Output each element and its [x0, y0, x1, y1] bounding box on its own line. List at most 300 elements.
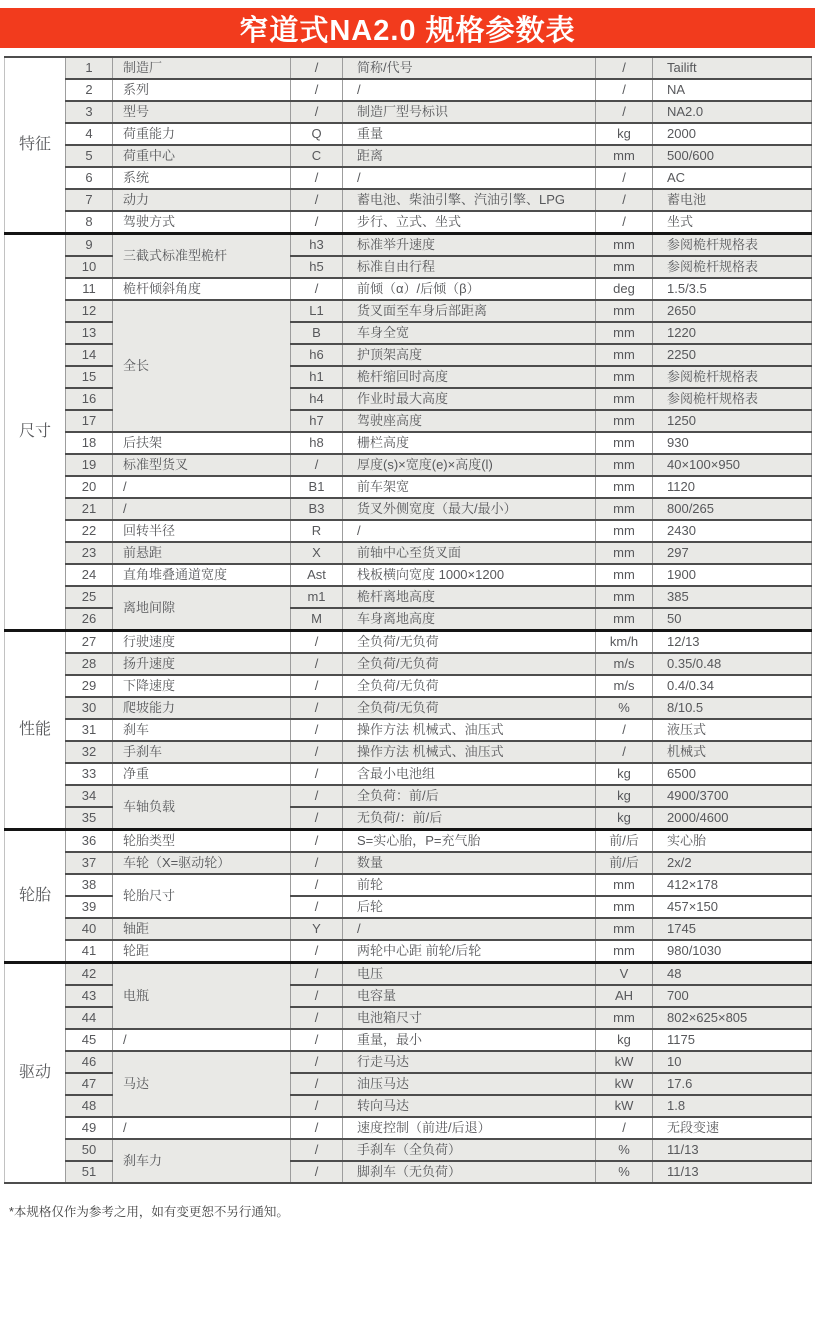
row-number-cell: 39 — [66, 896, 113, 918]
row-number-cell: 51 — [66, 1161, 113, 1183]
symbol-cell: / — [291, 830, 343, 853]
table-row — [5, 874, 812, 896]
description-cell: 操作方法 机械式、油压式 — [343, 741, 596, 763]
table-row — [5, 1117, 812, 1139]
symbol-cell: / — [291, 101, 343, 123]
value-cell: 48 — [653, 963, 812, 986]
parameter-cell: 动力 — [113, 189, 291, 211]
table-row — [5, 763, 812, 785]
value-cell: 参阅桅杆规格表 — [653, 388, 812, 410]
unit-cell: / — [596, 719, 653, 741]
parameter-cell: 前悬距 — [113, 542, 291, 564]
symbol-cell: / — [291, 1161, 343, 1183]
parameter-cell: 净重 — [113, 763, 291, 785]
row-number-cell: 2 — [66, 79, 113, 101]
description-cell: 无负荷/：前/后 — [343, 807, 596, 830]
row-number-cell: 5 — [66, 145, 113, 167]
table-row — [5, 145, 812, 167]
value-cell: 参阅桅杆规格表 — [653, 234, 812, 257]
description-cell: 脚刹车（无负荷） — [343, 1161, 596, 1183]
unit-cell: kW — [596, 1073, 653, 1095]
description-cell: 全负荷/无负荷 — [343, 631, 596, 654]
unit-cell: mm — [596, 564, 653, 586]
symbol-cell: L1 — [291, 300, 343, 322]
symbol-cell: m1 — [291, 586, 343, 608]
table-row — [5, 300, 812, 322]
table-row — [5, 211, 812, 234]
parameter-cell: 桅杆倾斜角度 — [113, 278, 291, 300]
unit-cell: mm — [596, 366, 653, 388]
row-number-cell: 21 — [66, 498, 113, 520]
row-number-cell: 13 — [66, 322, 113, 344]
unit-cell: mm — [596, 300, 653, 322]
description-cell: 简称/代号 — [343, 57, 596, 79]
parameter-cell: 驾驶方式 — [113, 211, 291, 234]
row-number-cell: 20 — [66, 476, 113, 498]
symbol-cell: / — [291, 211, 343, 234]
unit-cell: mm — [596, 256, 653, 278]
parameter-cell: 刹车 — [113, 719, 291, 741]
symbol-cell: / — [291, 1051, 343, 1073]
unit-cell: mm — [596, 940, 653, 963]
spec-table — [4, 56, 812, 1184]
row-number-cell: 17 — [66, 410, 113, 432]
unit-cell: / — [596, 167, 653, 189]
unit-cell: deg — [596, 278, 653, 300]
spec-sheet — [0, 8, 815, 1220]
description-cell: / — [343, 167, 596, 189]
row-number-cell: 25 — [66, 586, 113, 608]
value-cell: 2430 — [653, 520, 812, 542]
table-row — [5, 432, 812, 454]
value-cell: 17.6 — [653, 1073, 812, 1095]
value-cell: 10 — [653, 1051, 812, 1073]
unit-cell: mm — [596, 608, 653, 631]
parameter-cell: 轮胎类型 — [113, 830, 291, 853]
description-cell: 手刹车（全负荷） — [343, 1139, 596, 1161]
description-cell: 步行、立式、坐式 — [343, 211, 596, 234]
value-cell: 1.5/3.5 — [653, 278, 812, 300]
table-row — [5, 476, 812, 498]
value-cell: 1220 — [653, 322, 812, 344]
description-cell: 数量 — [343, 852, 596, 874]
table-row — [5, 852, 812, 874]
value-cell: 1.8 — [653, 1095, 812, 1117]
row-number-cell: 46 — [66, 1051, 113, 1073]
symbol-cell: Q — [291, 123, 343, 145]
symbol-cell: h7 — [291, 410, 343, 432]
parameter-cell: 荷重中心 — [113, 145, 291, 167]
row-number-cell: 32 — [66, 741, 113, 763]
symbol-cell: / — [291, 675, 343, 697]
description-cell: 蓄电池、柴油引擎、汽油引擎、LPG — [343, 189, 596, 211]
unit-cell: mm — [596, 520, 653, 542]
parameter-cell: 车轴负载 — [113, 785, 291, 830]
unit-cell: % — [596, 1161, 653, 1183]
unit-cell: mm — [596, 1007, 653, 1029]
symbol-cell: / — [291, 79, 343, 101]
symbol-cell: / — [291, 741, 343, 763]
value-cell: 8/10.5 — [653, 697, 812, 719]
page-title: 窄道式NA2.0 规格参数表 — [239, 14, 576, 47]
symbol-cell: / — [291, 785, 343, 807]
parameter-cell: 标准型货叉 — [113, 454, 291, 476]
description-cell: 货叉外侧宽度（最大/最小） — [343, 498, 596, 520]
value-cell: 无段变速 — [653, 1117, 812, 1139]
unit-cell: mm — [596, 586, 653, 608]
category-cell: 轮胎 — [5, 830, 66, 963]
parameter-cell: 轮距 — [113, 940, 291, 963]
value-cell: 12/13 — [653, 631, 812, 654]
symbol-cell: M — [291, 608, 343, 631]
symbol-cell: Y — [291, 918, 343, 940]
unit-cell: mm — [596, 918, 653, 940]
table-row — [5, 918, 812, 940]
table-row — [5, 1051, 812, 1073]
description-cell: 栅栏高度 — [343, 432, 596, 454]
parameter-cell: 系列 — [113, 79, 291, 101]
description-cell: 全负荷/无负荷 — [343, 675, 596, 697]
row-number-cell: 16 — [66, 388, 113, 410]
category-cell: 特征 — [5, 57, 66, 234]
symbol-cell: / — [291, 57, 343, 79]
parameter-cell: 系统 — [113, 167, 291, 189]
symbol-cell: / — [291, 985, 343, 1007]
description-cell: 标准自由行程 — [343, 256, 596, 278]
value-cell: 坐式 — [653, 211, 812, 234]
value-cell: 参阅桅杆规格表 — [653, 256, 812, 278]
table-row — [5, 586, 812, 608]
description-cell: 操作方法 机械式、油压式 — [343, 719, 596, 741]
table-row — [5, 697, 812, 719]
description-cell: 油压马达 — [343, 1073, 596, 1095]
parameter-cell: 刹车力 — [113, 1139, 291, 1183]
description-cell: 桅杆离地高度 — [343, 586, 596, 608]
unit-cell: kW — [596, 1051, 653, 1073]
parameter-cell: 三截式标准型桅杆 — [113, 234, 291, 279]
table-row — [5, 167, 812, 189]
unit-cell: kg — [596, 123, 653, 145]
description-cell: 车身离地高度 — [343, 608, 596, 631]
parameter-cell: 直角堆叠通道宽度 — [113, 564, 291, 586]
row-number-cell: 4 — [66, 123, 113, 145]
unit-cell: AH — [596, 985, 653, 1007]
description-cell: 制造厂型号标识 — [343, 101, 596, 123]
table-row — [5, 631, 812, 654]
parameter-cell: 电瓶 — [113, 963, 291, 1030]
unit-cell: % — [596, 697, 653, 719]
value-cell: 297 — [653, 542, 812, 564]
row-number-cell: 42 — [66, 963, 113, 986]
table-row — [5, 454, 812, 476]
description-cell: 前车架宽 — [343, 476, 596, 498]
symbol-cell: / — [291, 653, 343, 675]
footnote: *本规格仅作为参考之用，如有变更恕不另行通知。 — [9, 1205, 289, 1219]
table-row — [5, 234, 812, 257]
value-cell: 参阅桅杆规格表 — [653, 366, 812, 388]
table-row — [5, 278, 812, 300]
row-number-cell: 18 — [66, 432, 113, 454]
description-cell: 全负荷/无负荷 — [343, 697, 596, 719]
value-cell: 1120 — [653, 476, 812, 498]
parameter-cell: 手刹车 — [113, 741, 291, 763]
parameter-cell: 离地间隙 — [113, 586, 291, 631]
symbol-cell: h4 — [291, 388, 343, 410]
row-number-cell: 27 — [66, 631, 113, 654]
table-row — [5, 542, 812, 564]
table-row — [5, 741, 812, 763]
category-cell: 驱动 — [5, 963, 66, 1184]
description-cell: 重量，最小 — [343, 1029, 596, 1051]
category-cell: 尺寸 — [5, 234, 66, 631]
symbol-cell: / — [291, 1117, 343, 1139]
symbol-cell: / — [291, 1073, 343, 1095]
parameter-cell: 轮胎尺寸 — [113, 874, 291, 918]
table-row — [5, 653, 812, 675]
row-number-cell: 8 — [66, 211, 113, 234]
unit-cell: km/h — [596, 631, 653, 654]
symbol-cell: R — [291, 520, 343, 542]
row-number-cell: 40 — [66, 918, 113, 940]
description-cell: 转向马达 — [343, 1095, 596, 1117]
table-row — [5, 57, 812, 79]
unit-cell: m/s — [596, 653, 653, 675]
parameter-cell: 车轮（X=驱动轮） — [113, 852, 291, 874]
parameter-cell: 轴距 — [113, 918, 291, 940]
table-row — [5, 498, 812, 520]
row-number-cell: 15 — [66, 366, 113, 388]
unit-cell: V — [596, 963, 653, 986]
parameter-cell: 爬坡能力 — [113, 697, 291, 719]
description-cell: 全负荷：前/后 — [343, 785, 596, 807]
value-cell: 802×625×805 — [653, 1007, 812, 1029]
symbol-cell: / — [291, 852, 343, 874]
description-cell: / — [343, 918, 596, 940]
unit-cell: mm — [596, 322, 653, 344]
value-cell: 机械式 — [653, 741, 812, 763]
value-cell: 11/13 — [653, 1161, 812, 1183]
symbol-cell: B3 — [291, 498, 343, 520]
value-cell: 6500 — [653, 763, 812, 785]
table-row — [5, 564, 812, 586]
row-number-cell: 3 — [66, 101, 113, 123]
row-number-cell: 35 — [66, 807, 113, 830]
description-cell: 前倾（α）/后倾（β） — [343, 278, 596, 300]
parameter-cell: 回转半径 — [113, 520, 291, 542]
value-cell: 930 — [653, 432, 812, 454]
description-cell: / — [343, 79, 596, 101]
description-cell: / — [343, 520, 596, 542]
parameter-cell: / — [113, 476, 291, 498]
row-number-cell: 11 — [66, 278, 113, 300]
row-number-cell: 49 — [66, 1117, 113, 1139]
row-number-cell: 10 — [66, 256, 113, 278]
unit-cell: % — [596, 1139, 653, 1161]
value-cell: 液压式 — [653, 719, 812, 741]
description-cell: 速度控制（前进/后退） — [343, 1117, 596, 1139]
table-row — [5, 830, 812, 853]
table-row — [5, 963, 812, 986]
unit-cell: / — [596, 101, 653, 123]
unit-cell: mm — [596, 432, 653, 454]
description-cell: 后轮 — [343, 896, 596, 918]
value-cell: 2x/2 — [653, 852, 812, 874]
unit-cell: / — [596, 741, 653, 763]
unit-cell: mm — [596, 145, 653, 167]
value-cell: AC — [653, 167, 812, 189]
description-cell: 厚度(s)×宽度(e)×高度(l) — [343, 454, 596, 476]
row-number-cell: 30 — [66, 697, 113, 719]
symbol-cell: / — [291, 631, 343, 654]
unit-cell: m/s — [596, 675, 653, 697]
unit-cell: / — [596, 1117, 653, 1139]
row-number-cell: 34 — [66, 785, 113, 807]
description-cell: 全负荷/无负荷 — [343, 653, 596, 675]
table-row — [5, 719, 812, 741]
symbol-cell: / — [291, 896, 343, 918]
table-row — [5, 1139, 812, 1161]
row-number-cell: 31 — [66, 719, 113, 741]
symbol-cell: h3 — [291, 234, 343, 257]
description-cell: 前轮 — [343, 874, 596, 896]
value-cell: NA — [653, 79, 812, 101]
value-cell: 1745 — [653, 918, 812, 940]
unit-cell: mm — [596, 498, 653, 520]
unit-cell: mm — [596, 896, 653, 918]
parameter-cell: 全长 — [113, 300, 291, 432]
row-number-cell: 19 — [66, 454, 113, 476]
value-cell: 457×150 — [653, 896, 812, 918]
description-cell: 桅杆缩回时高度 — [343, 366, 596, 388]
symbol-cell: h1 — [291, 366, 343, 388]
unit-cell: mm — [596, 388, 653, 410]
unit-cell: mm — [596, 410, 653, 432]
description-cell: 驾驶座高度 — [343, 410, 596, 432]
parameter-cell: 后扶架 — [113, 432, 291, 454]
description-cell: 前轴中心至货叉面 — [343, 542, 596, 564]
value-cell: 385 — [653, 586, 812, 608]
unit-cell: / — [596, 211, 653, 234]
row-number-cell: 44 — [66, 1007, 113, 1029]
symbol-cell: / — [291, 1095, 343, 1117]
value-cell: 1900 — [653, 564, 812, 586]
row-number-cell: 14 — [66, 344, 113, 366]
row-number-cell: 22 — [66, 520, 113, 542]
table-row — [5, 785, 812, 807]
value-cell: 2000/4600 — [653, 807, 812, 830]
table-row — [5, 189, 812, 211]
value-cell: 800/265 — [653, 498, 812, 520]
description-cell: 电容量 — [343, 985, 596, 1007]
unit-cell: mm — [596, 874, 653, 896]
symbol-cell: B1 — [291, 476, 343, 498]
value-cell: 40×100×950 — [653, 454, 812, 476]
unit-cell: mm — [596, 454, 653, 476]
unit-cell: / — [596, 189, 653, 211]
value-cell: 700 — [653, 985, 812, 1007]
row-number-cell: 38 — [66, 874, 113, 896]
description-cell: 重量 — [343, 123, 596, 145]
description-cell: 作业时最大高度 — [343, 388, 596, 410]
description-cell: 电压 — [343, 963, 596, 986]
symbol-cell: / — [291, 189, 343, 211]
value-cell: 980/1030 — [653, 940, 812, 963]
value-cell: 50 — [653, 608, 812, 631]
symbol-cell: h5 — [291, 256, 343, 278]
row-number-cell: 12 — [66, 300, 113, 322]
unit-cell: mm — [596, 344, 653, 366]
unit-cell: 前/后 — [596, 830, 653, 853]
unit-cell: / — [596, 79, 653, 101]
row-number-cell: 48 — [66, 1095, 113, 1117]
unit-cell: mm — [596, 234, 653, 257]
unit-cell: kg — [596, 763, 653, 785]
row-number-cell: 36 — [66, 830, 113, 853]
unit-cell: kW — [596, 1095, 653, 1117]
value-cell: 412×178 — [653, 874, 812, 896]
row-number-cell: 24 — [66, 564, 113, 586]
value-cell: 11/13 — [653, 1139, 812, 1161]
symbol-cell: h8 — [291, 432, 343, 454]
row-number-cell: 37 — [66, 852, 113, 874]
symbol-cell: / — [291, 763, 343, 785]
description-cell: 距离 — [343, 145, 596, 167]
value-cell: 0.35/0.48 — [653, 653, 812, 675]
symbol-cell: / — [291, 167, 343, 189]
symbol-cell: / — [291, 963, 343, 986]
value-cell: 蓄电池 — [653, 189, 812, 211]
symbol-cell: / — [291, 1029, 343, 1051]
symbol-cell: / — [291, 278, 343, 300]
value-cell: 500/600 — [653, 145, 812, 167]
symbol-cell: / — [291, 1139, 343, 1161]
table-row — [5, 520, 812, 542]
table-row — [5, 79, 812, 101]
row-number-cell: 33 — [66, 763, 113, 785]
row-number-cell: 50 — [66, 1139, 113, 1161]
symbol-cell: B — [291, 322, 343, 344]
symbol-cell: X — [291, 542, 343, 564]
symbol-cell: h6 — [291, 344, 343, 366]
symbol-cell: / — [291, 807, 343, 830]
row-number-cell: 47 — [66, 1073, 113, 1095]
table-row — [5, 940, 812, 963]
row-number-cell: 28 — [66, 653, 113, 675]
parameter-cell: 扬升速度 — [113, 653, 291, 675]
table-row — [5, 123, 812, 145]
row-number-cell: 6 — [66, 167, 113, 189]
value-cell: 2250 — [653, 344, 812, 366]
description-cell: 栈板横向宽度 1000×1200 — [343, 564, 596, 586]
value-cell: 实心胎 — [653, 830, 812, 853]
symbol-cell: C — [291, 145, 343, 167]
parameter-cell: 下降速度 — [113, 675, 291, 697]
description-cell: 两轮中心距 前轮/后轮 — [343, 940, 596, 963]
unit-cell: mm — [596, 542, 653, 564]
parameter-cell: 行驶速度 — [113, 631, 291, 654]
value-cell: 4900/3700 — [653, 785, 812, 807]
description-cell: 货叉面至车身后部距离 — [343, 300, 596, 322]
row-number-cell: 41 — [66, 940, 113, 963]
symbol-cell: Ast — [291, 564, 343, 586]
description-cell: 行走马达 — [343, 1051, 596, 1073]
symbol-cell: / — [291, 940, 343, 963]
parameter-cell: / — [113, 1029, 291, 1051]
parameter-cell: 马达 — [113, 1051, 291, 1117]
description-cell: 护顶架高度 — [343, 344, 596, 366]
parameter-cell: 荷重能力 — [113, 123, 291, 145]
table-row — [5, 1029, 812, 1051]
